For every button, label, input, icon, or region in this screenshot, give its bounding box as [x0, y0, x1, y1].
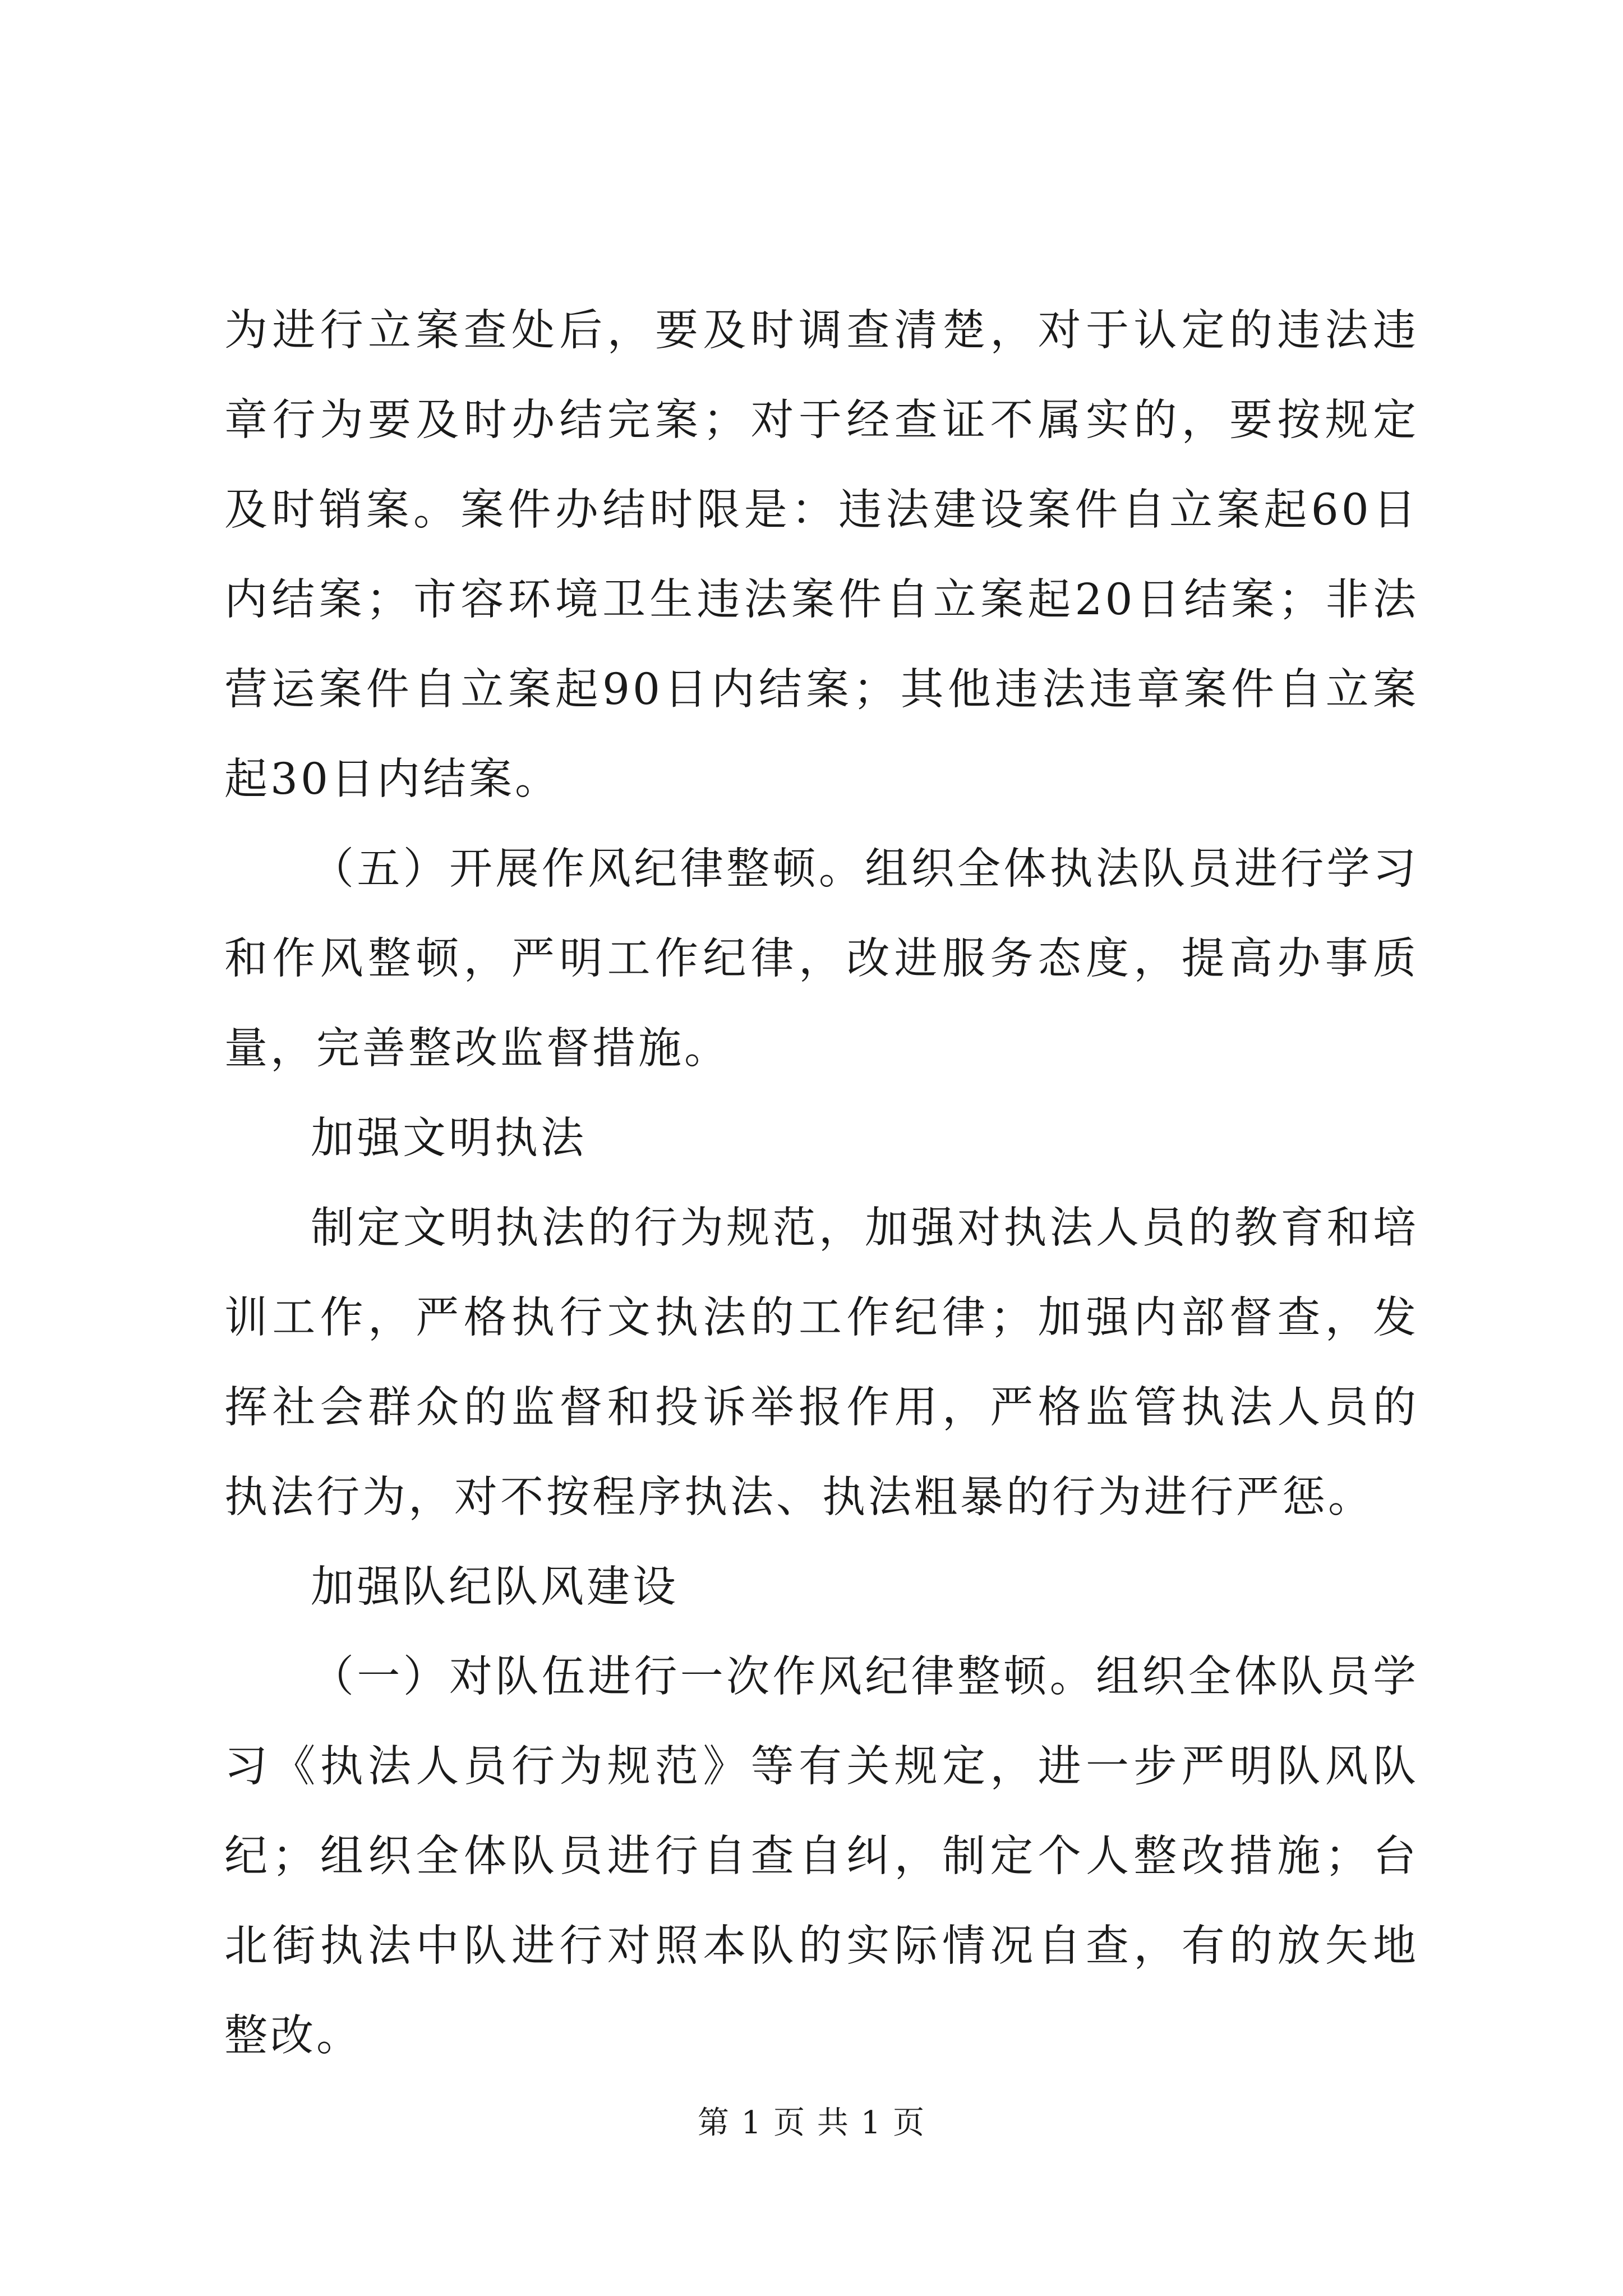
paragraph-discipline-rectification: （五）开展作风纪律整顿。组织全体执法队员进行学习和作风整顿，严明工作纪律，改进服务态度，提高办事质量，完善整改监督措施。	[224, 844, 1419, 1074]
heading-team-discipline: 加强队纪队风建设	[311, 1562, 679, 1612]
page-number-footer: 第 1 页 共 1 页	[697, 2105, 926, 2141]
heading-civilized-enforcement: 加强文明执法	[311, 1114, 587, 1163]
paragraph-team-rectification: （一）对队伍进行一次作风纪律整顿。组织全体队员学习《执法人员行为规范》等有关规定，进一步严明队风队纪；组织全体队员进行自查自纠，制定个人整改措施；台北街执法中队进行对照本队的实际情况自查，有的放矢地整改。	[224, 1652, 1419, 2061]
paragraph-case-deadlines: 为进行立案查处后，要及时调查清楚，对于认定的违法违章行为要及时办结完案；对于经查证不属实的，要按规定及时销案。案件办结时限是：违法建设案件自立案起60日内结案；市容环境卫生违法案件自立案起20日结案；非法营运案件自立案起90日内结案；其他违法违章案件自立案起30日内结案。	[224, 306, 1419, 804]
document-body	[224, 286, 1419, 2081]
paragraph-civilized-enforcement: 制定文明执法的行为规范，加强对执法人员的教育和培训工作，严格执行文执法的工作纪律；加强内部督查，发挥社会群众的监督和投诉举报作用，严格监管执法人员的执法行为，对不按程序执法、执法粗暴的行为进行严惩。	[224, 1203, 1419, 1522]
